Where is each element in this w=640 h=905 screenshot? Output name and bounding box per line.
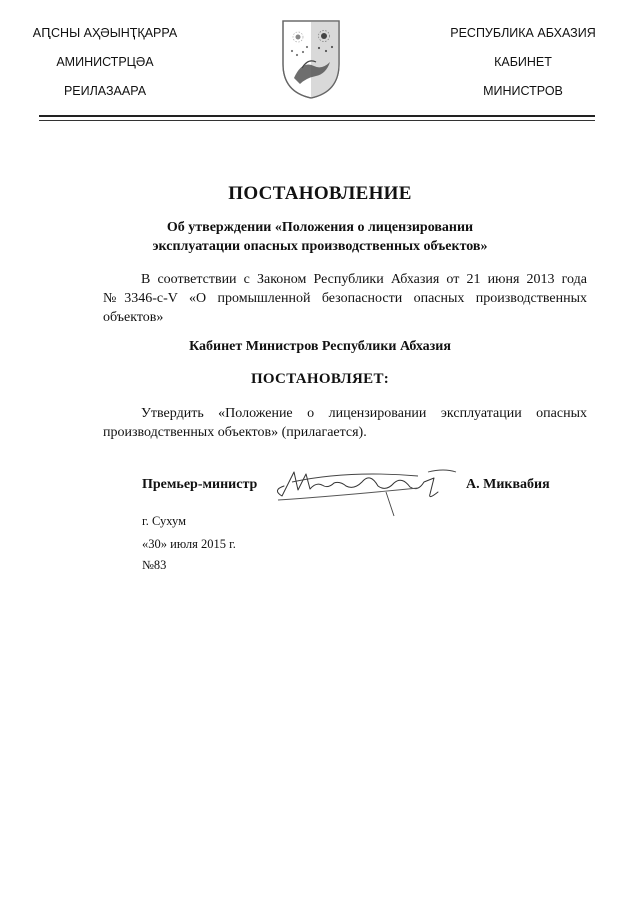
document-number: №83: [142, 558, 167, 572]
signing-date: «30» июля 2015 г.: [142, 537, 236, 551]
header-divider-thin: [39, 120, 595, 121]
place-of-signing: г. Сухум: [142, 514, 187, 528]
signatory-name: А. Миквабия: [466, 477, 550, 492]
handwritten-signature: [268, 452, 463, 522]
header-left-line-1: АԤСНЫ АҲӘЫНҬҚАРРА: [32, 26, 178, 40]
decrees-heading: ПОСТАНОВЛЯЕТ:: [250, 371, 390, 387]
header-russian: [423, 22, 623, 109]
issuing-body: Кабинет Министров Республики Абхазия: [189, 339, 451, 354]
preamble-paragraph: В соответствии с Законом Республики Абхазия от 21 июня 2013 года №3346-с-V «О промышленной безопасности опасных производственных объектов»: [103, 272, 587, 325]
signatory-title: Премьер-министр: [142, 477, 258, 492]
header-abkhaz: [5, 22, 205, 109]
header-left-line-3: РЕИЛАЗААРА: [63, 84, 147, 98]
state-emblem-icon: [280, 18, 342, 100]
operative-paragraph: Утвердить «Положение о лицензировании эксплуатации опасных производственных объектов» (прилагается).: [103, 406, 587, 440]
subject-line-2: эксплуатации опасных производственных объектов»: [152, 239, 488, 254]
header-right-line-3: МИНИСТРОВ: [483, 84, 563, 98]
header-divider-thick: [39, 115, 595, 117]
subject-line-1: Об утверждении «Положения о лицензировании: [166, 220, 474, 235]
document-subject: [100, 218, 540, 256]
header-right-line-1: РЕСПУБЛИКА АБХАЗИЯ: [450, 26, 596, 40]
header-right-line-2: КАБИНЕТ: [494, 55, 552, 69]
document-type: ПОСТАНОВЛЕНИЕ: [228, 183, 412, 204]
header-left-line-2: АМИНИСТРЦӘА: [56, 55, 154, 69]
